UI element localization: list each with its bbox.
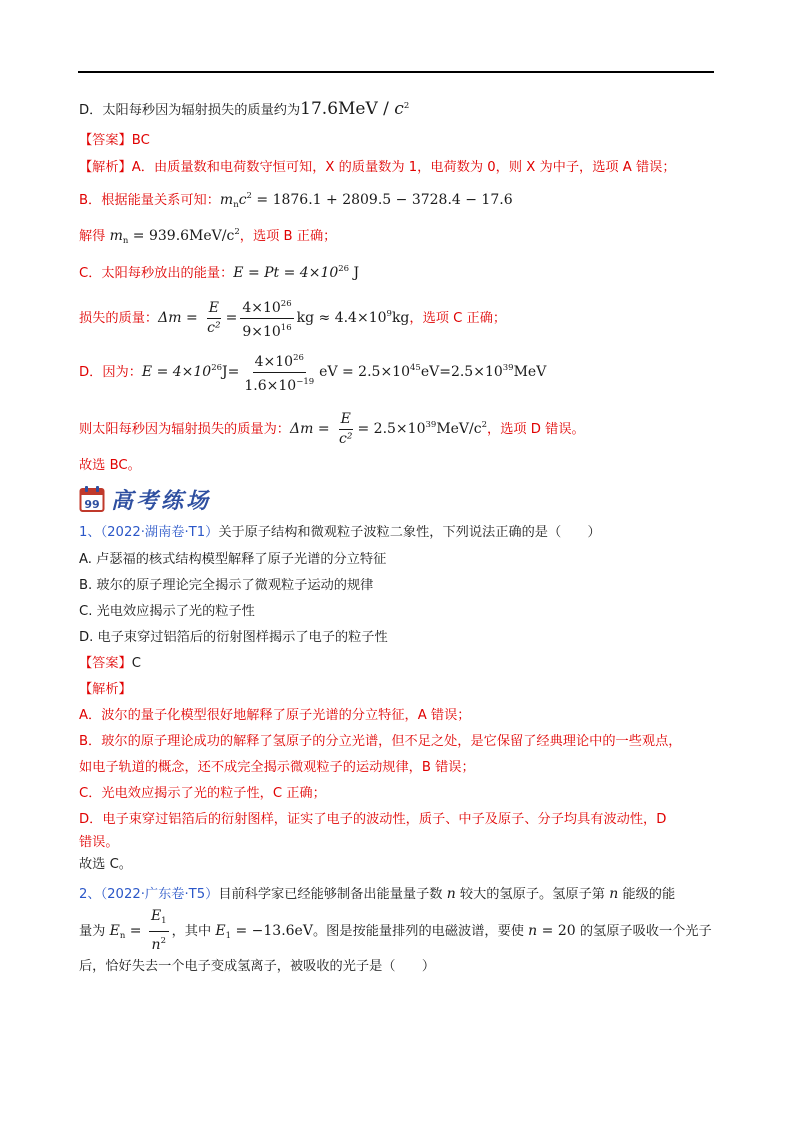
- q2-frac-num-base: E: [150, 908, 162, 924]
- energy-prefix: C．太阳每秒放出的能量：: [79, 266, 234, 281]
- explanation-1-line-b2: [79, 222, 336, 251]
- question-1-explanation-label: 【解析】: [79, 682, 132, 697]
- solve-suffix: ，选项 B 正确；: [239, 229, 337, 244]
- frac-2-den: [240, 319, 293, 341]
- explanation-1-line-d2: [79, 405, 585, 450]
- calendar-99-icon: [79, 485, 105, 513]
- energy-eq: E = Pt = 4×10: [233, 265, 339, 281]
- explanation-1-line-d: [79, 348, 546, 395]
- because-ev2-exp: 39: [502, 363, 514, 373]
- mass-loss-prefix: 损失的质量：: [79, 311, 159, 326]
- q2-e1: E: [215, 923, 226, 939]
- because-frac-den-base: 1.6×10: [244, 377, 297, 394]
- frac-2-num: [240, 296, 293, 319]
- q2-n2: n: [609, 886, 619, 902]
- explanation-label: 【解析】: [79, 160, 132, 175]
- solve-exp: 2: [234, 227, 240, 237]
- frac-2-den-base: 9×10: [242, 323, 281, 340]
- formula-m-sub: n: [233, 200, 239, 210]
- section-title: 高考练场: [111, 487, 212, 514]
- because-mev: MeV: [513, 364, 547, 380]
- q2-line2-b: ，其中: [171, 924, 216, 939]
- prev-option-d-c: c: [394, 99, 404, 119]
- q2-n: n: [446, 886, 456, 902]
- because-j: J=: [222, 364, 240, 380]
- question-1-answer: [79, 654, 141, 674]
- question-1-option-d: D. 电子束穿过铝箔后的衍射图样揭示了电子的粒子性: [79, 630, 388, 645]
- q2-line2-a: 量为: [79, 924, 110, 939]
- q2-n3-value: = 20: [537, 923, 576, 939]
- energy-unit: J: [349, 265, 360, 281]
- conclusion-d-frac: [337, 411, 354, 448]
- question-1-option-a: A. 卢瑟福的核式结构模型解释了原子光谱的分立特征: [79, 552, 387, 567]
- formula-m: m: [219, 192, 234, 208]
- q2-line1-a: 目前科学家已经能够制备出能量量子数: [218, 887, 447, 902]
- answer-value: BC: [131, 133, 150, 148]
- question-1-option-b: B. 玻尔的原子理论完全揭示了微观粒子运动的规律: [79, 578, 374, 593]
- prev-option-d-exp: 2: [403, 101, 410, 111]
- section-banner: [79, 482, 211, 516]
- question-1-number: 1、: [79, 525, 101, 540]
- because-prefix: D．因为：: [79, 365, 142, 380]
- mass-loss-unit: kg: [391, 310, 410, 326]
- prev-option-d-value: 17.6MeV /: [300, 99, 395, 119]
- question-1-explanation-line: C．光电效应揭示了光的粒子性，C 正确；: [79, 786, 326, 801]
- question-2-source: （2022·广东卷·T5）: [100, 887, 219, 902]
- explanation-1-line-c: [79, 259, 359, 284]
- because-ev-exp: 45: [410, 363, 421, 373]
- q2-e1-value: = −13.6eV: [231, 923, 313, 939]
- because-frac: [242, 350, 316, 395]
- q2-frac-den: [150, 932, 168, 954]
- mass-loss-lhs: Δm =: [158, 310, 203, 326]
- header-rule: [78, 71, 714, 73]
- solve-value: = 939.6MeV/c: [128, 228, 235, 244]
- solve-prefix: 解得: [79, 229, 110, 244]
- explanation-a-text: A．由质量数和电荷数守恒可知，X 的质量数为 1，电荷数为 0，则 X 为中子，选项 A 错误；: [131, 160, 676, 175]
- question-1-source: （2022·湖南卷·T1）: [100, 525, 219, 540]
- conclusion-d-lhs: Δm =: [290, 421, 335, 437]
- prev-option-d: [79, 96, 409, 121]
- prev-option-d-text: D．太阳每秒因为辐射损失的质量约为: [79, 103, 301, 118]
- question-1-explanation-line: B．玻尔的原子理论成功的解释了氢原子的分立光谱，但不足之处，是它保留了经典理论中的一些观点，: [79, 734, 682, 749]
- question-2-number: 2、: [79, 887, 101, 902]
- because-frac-den-exp: −19: [296, 376, 315, 387]
- q1-answer-value: C: [131, 656, 141, 671]
- because-frac-den: [242, 373, 316, 395]
- question-1-explanation-line: D．电子束穿过铝箔后的衍射图样，证实了电子的波动性，质子、中子及原子、分子均具有波动性，D: [79, 812, 667, 827]
- formula-c-exp: 2: [246, 191, 252, 201]
- frac-2-den-exp: 16: [280, 322, 292, 333]
- because-ev: eV = 2.5×10: [319, 364, 410, 380]
- energy-exp: 26: [338, 264, 350, 274]
- question-1-conclusion: 故选 C。: [79, 857, 132, 872]
- q2-frac-den-base: n: [151, 937, 161, 953]
- frac-2-num-exp: 26: [280, 298, 292, 309]
- question-1-option-c: C. 光电效应揭示了光的粒子性: [79, 604, 255, 619]
- explanation-1-conclusion: 故选 BC。: [79, 458, 141, 473]
- q2-n3: n: [528, 923, 538, 939]
- q2-frac-num-sub: 1: [161, 916, 167, 926]
- conclusion-d-unit: MeV/c: [436, 421, 482, 437]
- q2-en: E: [109, 923, 120, 939]
- answer-1: [79, 131, 150, 151]
- frac-1-num: E: [207, 300, 221, 319]
- solve-m-sub: n: [122, 236, 129, 246]
- question-1-explanation-line: 错误。: [79, 835, 119, 850]
- because-e-exp: 26: [211, 363, 223, 373]
- explanation-1-line-c2: 损失的质量：Δm = $\frac{E}{\text{c²}}$ = $\frac{4\times 10^{26}}{9\times 10^{16}}$ kg ≈ $4.4\times 10^9kg$，选项 C 正确；: [79, 294, 506, 341]
- conclusion-d-suffix: ，选项 D 错误。: [487, 422, 585, 437]
- question-2-line-3: 后，恰好失去一个电子变成氢离子，被吸收的光子是（ ）: [79, 959, 436, 974]
- q2-line1-b: 较大的氢原子。氢原子第: [455, 887, 610, 902]
- conclusion-d-frac-den: c²: [339, 430, 353, 447]
- because-ev2: eV=2.5×10: [420, 364, 503, 380]
- conclusion-d-exp: 39: [425, 420, 437, 430]
- conclusion-d-frac-num: E: [339, 411, 353, 430]
- mass-loss-mid-exp: 9: [386, 309, 392, 319]
- formula-rhs: = 1876.1 + 2809.5 − 3728.4 − 17.6: [251, 192, 513, 208]
- explanation-1-line-a: [79, 158, 676, 178]
- q2-frac-num: [149, 908, 169, 932]
- question-1-explanation-line: 如电子轨道的概念，还不成完全揭示微观粒子的运动规律，B 错误；: [79, 760, 475, 775]
- q2-frac-den-exp: 2: [160, 936, 166, 946]
- question-1-text: 关于原子结构和微观粒子波粒二象性，下列说法正确的是（ ）: [218, 525, 601, 540]
- mass-loss-frac-2: [240, 296, 293, 341]
- q2-line2-d: 的氢原子吸收一个光子: [575, 924, 712, 939]
- because-e: E = 4×10: [141, 364, 212, 380]
- conclusion-d-unit-exp: 2: [481, 420, 488, 430]
- question-1-stem: [79, 523, 601, 543]
- question-1-explanation-line: A．波尔的量子化模型很好地解释了原子光谱的分立特征，A 错误；: [79, 708, 471, 723]
- q2-e1-sub: 1: [225, 931, 232, 941]
- mass-loss-suffix: ，选项 C 正确；: [409, 311, 507, 326]
- formula-c: c: [238, 192, 247, 208]
- question-2-line-2: 量为 $E_n$ = $\frac{E_1}{n^2}$ ，其中 $E_1 = -13.6eV$。图是按能量排列的电磁波谱，要使 n = 20 的氢原子吸收一个光子: [79, 908, 712, 953]
- frac-1-den: c²: [207, 319, 221, 336]
- q2-line2-c: 。图是按能量排列的电磁波谱，要使: [312, 924, 529, 939]
- because-frac-num-exp: 26: [293, 352, 304, 363]
- answer-label: 【答案】: [79, 133, 132, 148]
- conclusion-d-prefix: 则太阳每秒因为辐射损失的质量为：: [79, 422, 290, 437]
- frac-2-num-base: 4×10: [242, 299, 281, 316]
- q2-line1-c: 能级的能: [618, 887, 676, 902]
- explanation-1-line-b: [79, 186, 513, 215]
- calendar-99-text: 99: [84, 498, 100, 511]
- solve-m: m: [109, 228, 123, 244]
- q1-answer-label: 【答案】: [79, 656, 132, 671]
- q2-frac: [149, 908, 169, 954]
- mass-loss-mid: kg ≈ 4.4×10: [296, 310, 387, 326]
- conclusion-d-eq: = 2.5×10: [357, 421, 426, 437]
- question-2-line-1: [79, 884, 675, 905]
- because-frac-num: [253, 350, 306, 373]
- because-frac-num-base: 4×10: [254, 353, 294, 370]
- explanation-b-prefix: B．根据能量关系可知：: [79, 193, 220, 208]
- mass-loss-frac-1: [205, 300, 222, 337]
- q2-en-sub: n: [119, 931, 126, 941]
